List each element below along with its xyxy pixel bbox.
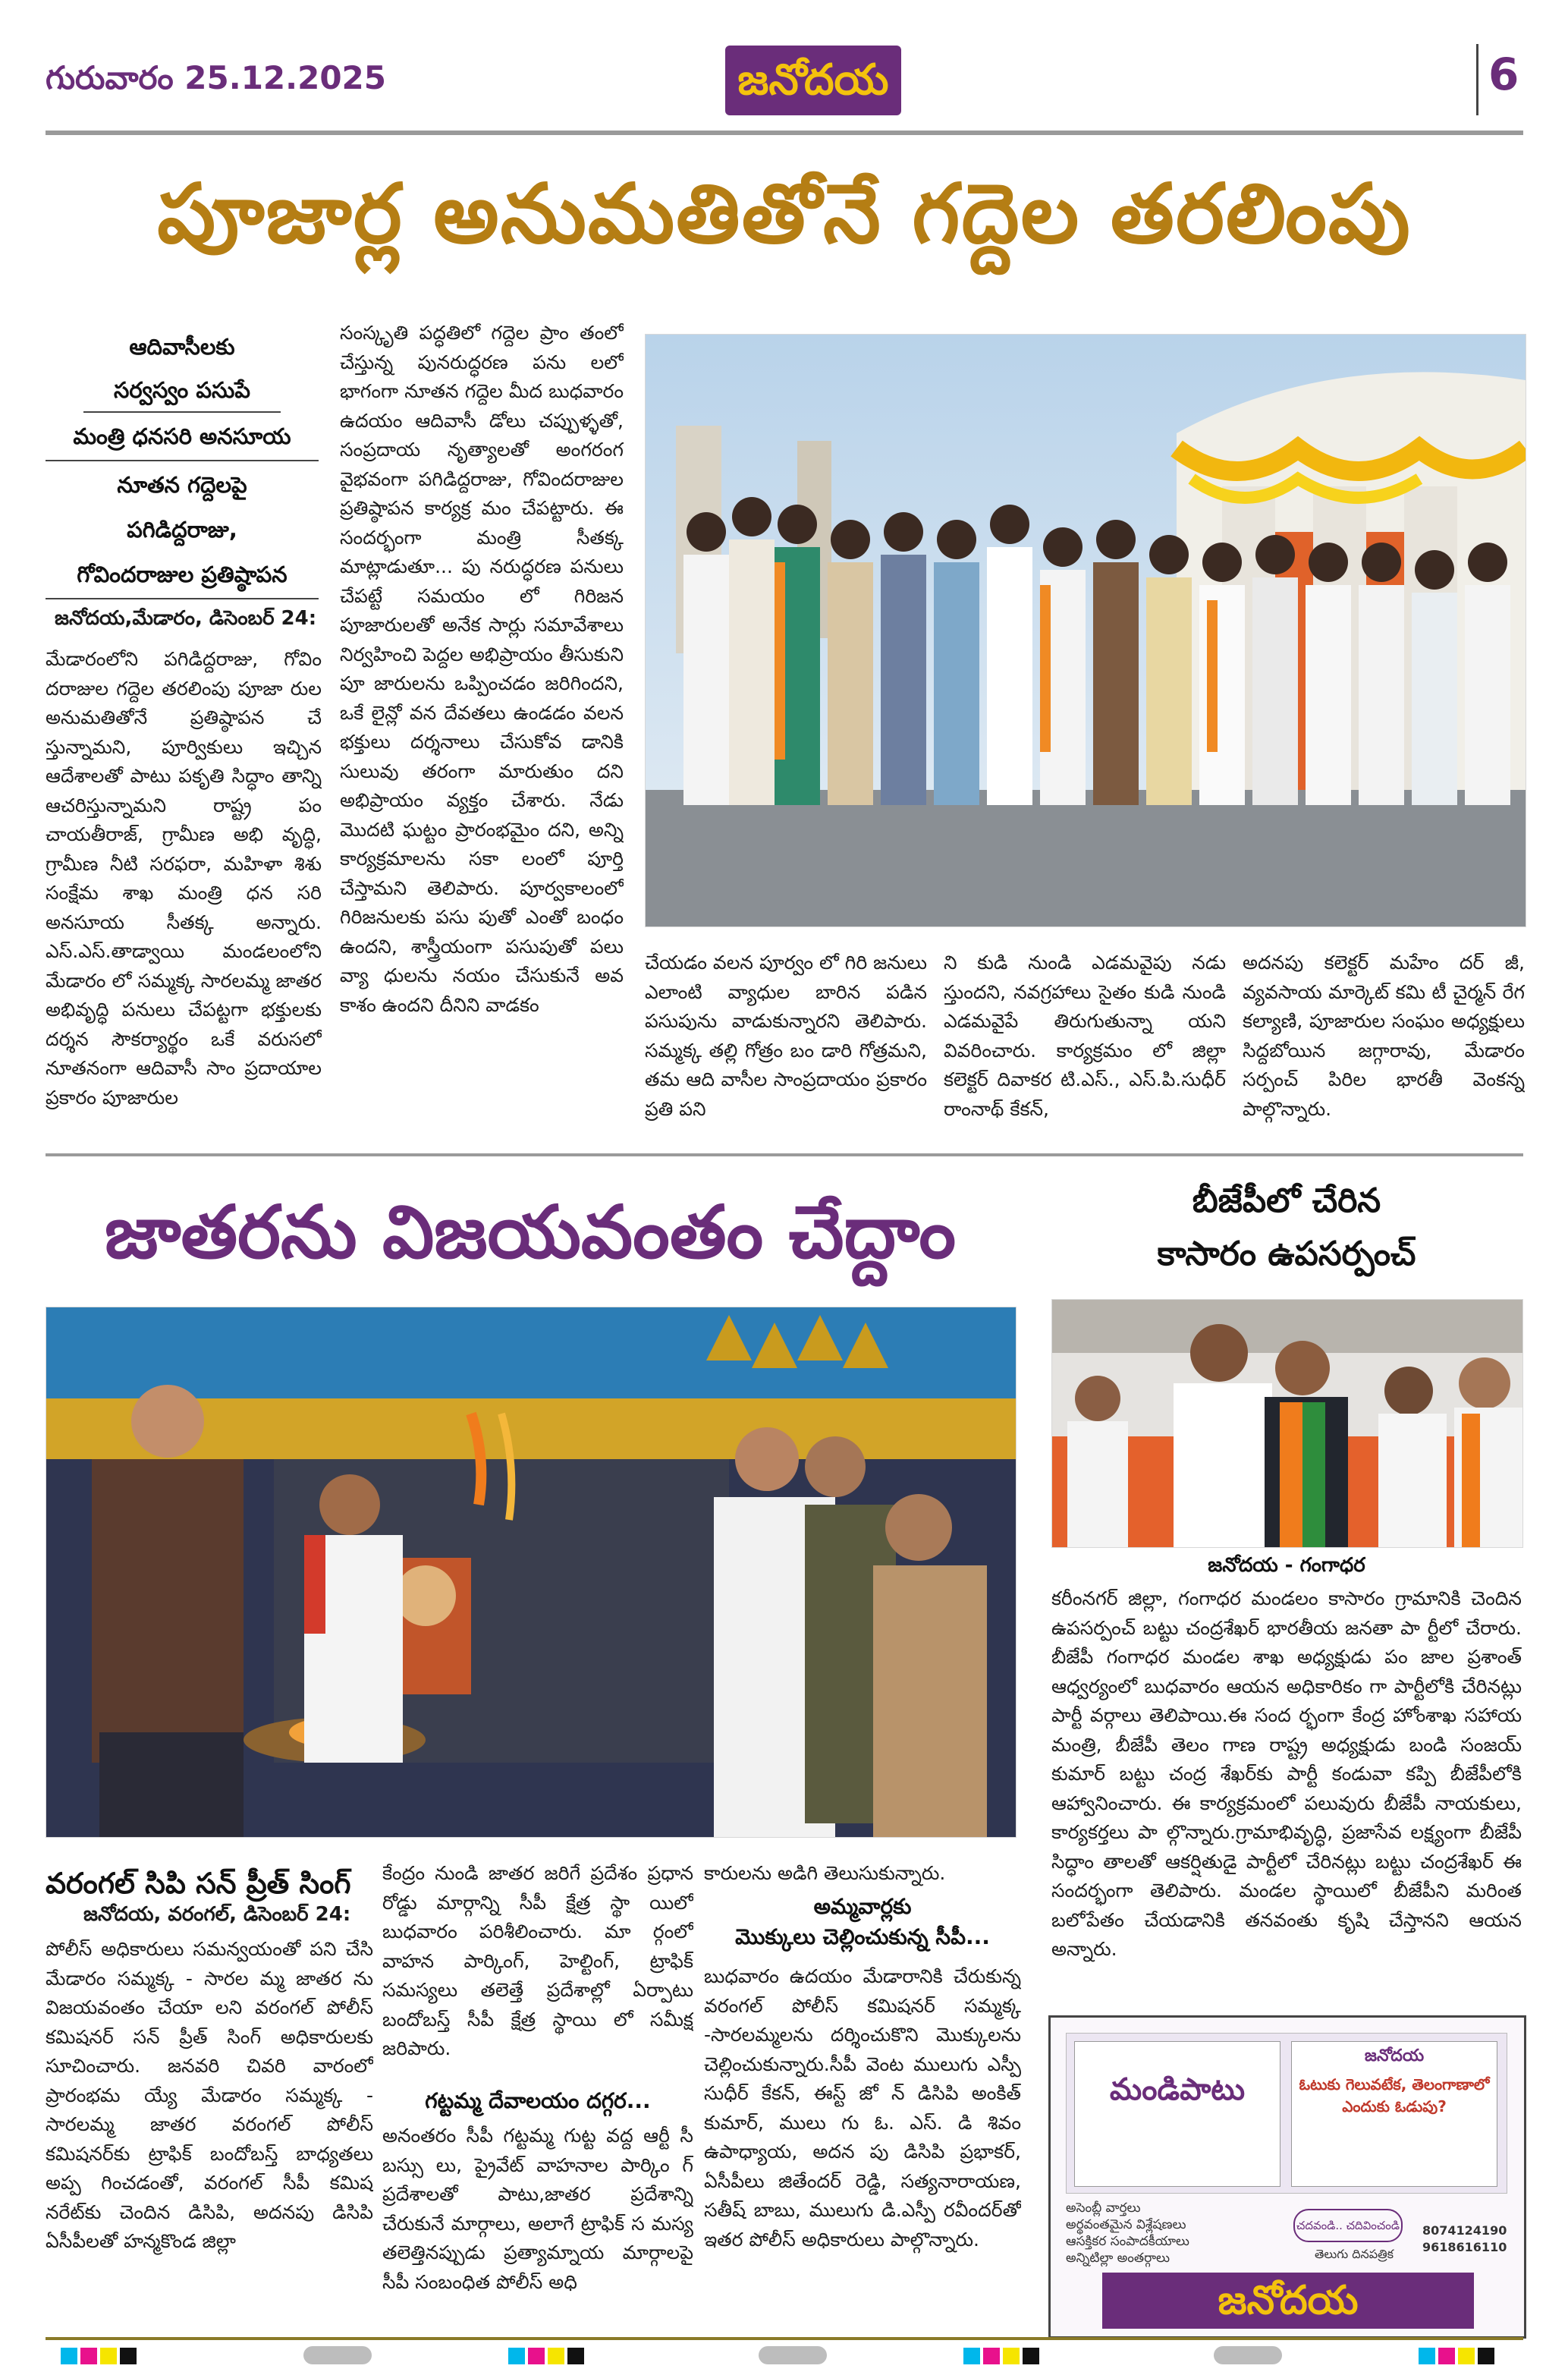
temple-ceremony-illustration (646, 335, 1526, 926)
ad-phones (1422, 2222, 1506, 2256)
ad-paper-1-title: మండిపాటు (1109, 2072, 1246, 2107)
story1-headline: పూజార్ల అనుమతితోనే గద్దెల తరలింపు (157, 167, 1412, 262)
header-rule (46, 131, 1523, 135)
story1-column-5: అదనపు కలెక్టర్ మహేం దర్ జీ, వ్యవసాయ మార్కెట్ కమి టీ చైర్మన్ రేగ కల్యాణి, పూజారుల సంఘం అధ్యక్షులు సిద్దబోయిన జగ్గారావు, మేడారం సర్పంచ్ పిరిల భారతీ వెంకన్న పాల్గొన్నారు. (1243, 952, 1525, 1120)
story1-column-1: మేడారంలోని పగిడిద్దరాజు, గోవిం దరాజుల గద్దెల తరలింపు పూజా రుల అనుమతితోనే ప్రతిష్ఠాపన చే స్తున్నామని, పూర్వికులు ఇచ్చిన ఆదేశాలతో పాటు పకృతి సిద్ధాం తాన్ని ఆచరిస్తున్నామని రాష్ట్ర పం చాయతీరాజ్, గ్రామీణ అభి వృద్ధి, గ్రామీణ నీటి సరఫరా, మహిళా శిశు సంక్షేమ శాఖ మంత్రి ధన సరి అనసూయ సీతక్క అన్నారు. ఎస్.ఎస్.తాడ్వాయి మండలంలోని మేడారం లో సమ్మక్క సారలమ్మ జాతర అభివృద్ధి పనులు చేపట్టగా భక్తులకు దర్శన సౌకర్యార్థం ఒకే వరుసలో నూతనంగా ఆదివాసీ సాం ప్రదాయాల ప్రకారం పూజారుల (46, 648, 322, 1109)
ad-logo: జనోదయ (1102, 2273, 1474, 2329)
ad-features (1066, 2200, 1506, 2266)
ad-newspaper-panel (1066, 2033, 1507, 2194)
header-divider (1476, 44, 1478, 115)
story3-photo (1051, 1299, 1523, 1548)
ad-phone-2: 9618616110 (1422, 2240, 1507, 2254)
story1-column-3: చేయడం వలన పూర్వం లో గిరి జనులు ఎలాంటి వ్యాధుల బారిన పడిన పసుపును వాడుకున్నారని తెలిపారు. సమ్మక్క తల్లి గోత్రం బం డారి గోత్రమని, తమ ఆది వాసీల సాంప్రదాయం ప్రకారం ప్రతి పని (645, 952, 927, 1120)
masthead-logo: జనోదయ (725, 46, 901, 115)
print-mark-pill-2 (759, 2346, 827, 2364)
story1-column-2: సంస్కృతి పద్ధతిలో గద్దెల ప్రాం తంలో చేస్తున్న పునరుద్ధరణ పను లలో భాగంగా నూతన గద్దెల మీద బుధవారం ఉదయం ఆదివాసీ డోలు చప్పుళ్ళతో, సంప్రదాయ నృత్యాలతో అంగరంగ వైభవంగా పగిడిద్దరాజు, గోవిందరాజుల ప్రతిష్ఠాపన కార్యక్ర మం చేపట్టారు. ఈ సందర్భంగా మంత్రి సీతక్క మాట్లాడుతూ... పు నరుద్ధరణ పనులు చేపట్టే సమయం లో గిరిజన పూజారులతో అనేక సార్లు సమావేశాలు నిర్వహించి పెద్దల అభిప్రాయం తీసుకుని పూ జారులను ఒప్పించడం జరిగిందని, ఒకే లైన్లో వన దేవతలు ఉండడం వలన భక్తులు దర్శనాలు చేసుకోవ డానికి సులువు తరంగా మారుతుం దని అభిప్రాయం వ్యక్తం చేశారు. నేడు మొదటి ఘట్టం ప్రారంభమైం దని, అన్ని కార్యక్రమాలను సకా లంలో పూర్తి చేస్తామని తెలిపారు. పూర్వకాలంలో గిరిజనులకు పసు పుతో ఎంతో బంధం ఉందని, శాస్త్రీయంగా పసుపుతో పలు వ్యా ధులను నయం చేసుకునే అవ కాశం ఉందని దీనిని వాడకం (340, 322, 624, 1016)
issue-date: గురువారం 25.12.2025 (46, 59, 386, 96)
story2-column-1: పోలీస్ అధికారులు సమన్వయంతో పని చేసి మేడారం సమ్మక్క - సారల మ్మ జాతర ను విజయవంతం చేయా లని వరంగల్ పోలీస్ కమిషనర్ సన్ ప్రీత్ సింగ్ అధికారులకు సూచించారు. జనవరి చివరి వారంలో ప్రారంభమ య్యే మేడారం సమ్మక్క - సారలమ్మ జాతర వరంగల్ పోలీస్ కమిషనర్‌కు ట్రాఫిక్ బందోబస్త్ బాధ్యతలు అప్ప గించడంతో, వరంగల్ సీపీ కమిష నరేట్‌కు చెందిన డిసిపి, అదనపు డిసిపి ఏసీపీలతో హన్మకొండ జిల్లా (46, 1938, 373, 2252)
subhead-4: నూతన గద్దెలపై (117, 472, 247, 498)
subhead-3: మంత్రి ధనసరి అనసూయ (46, 413, 319, 461)
story2-column-3b: బుధవారం ఉదయం మేడారానికి చేరుకున్న వరంగల్ పోలీస్ కమిషనర్ సమ్మక్క -సారలమ్మలను దర్శించుకొని మొక్కులను చెల్లించుకున్నారు.సీపీ వెంట ములుగు ఎస్పీ సుధీర్ కేకన్, ఈస్ట్ జో న్ డిసిపి అంకిత్ కుమార్, ములు గు ఓ. ఎస్. డి శివం ఉపాధ్యాయ, అదన పు డిసిపి ప్రభాకర్, ఏసీపీలు జితేందర్ రెడ్డి, సత్యనారాయణ, సతీష్ బాబు, ములుగు డి.ఎస్పీ రవీందర్‌తో ఇతర పోలీస్ అధికారులు పాల్గొన్నారు. (704, 1965, 1021, 2251)
subhead-2: సర్వస్వం పసుపే (83, 369, 281, 413)
story3-headline-line2: కాసారం ఉపసర్పంచ్ (1157, 1235, 1416, 1273)
story3-headline-line1: బీజేపీలో చేరిన (1192, 1181, 1381, 1220)
story2-column-2b: అనంతరం సీపీ గట్టమ్మ గుట్ట వద్ద ఆర్టీ సీ బస్సు లు, ప్రైవేట్ వాహనాల పార్కిం గ్ ప్రదేశాలతో పాటు,జాతర ప్రదేశాన్ని చేరుకునే మార్గాలు, అలాగే ట్రాఫిక్ స మస్య తలెత్తినప్పుడు ప్రత్యామ్నాయ మార్గాలపై సీపీ సంబంధిత పోలీస్ అధి (382, 2125, 693, 2293)
section-divider (46, 1153, 1523, 1156)
story2-photo (46, 1307, 1017, 1838)
story3-headline (1051, 1175, 1522, 1281)
party-joining-illustration (1052, 1300, 1522, 1547)
print-registration-marks-2 (508, 2348, 587, 2364)
story1-photo (645, 334, 1526, 927)
ad-paper-2 (1291, 2041, 1497, 2187)
story2-column-3a: కారులను అడిగి తెలుసుకున్నారు. (704, 1862, 946, 1884)
subhead-6: గోవిందరాజుల ప్రతిష్ఠాపన (46, 551, 319, 599)
story2-col3-subhead-1: అమ్మవార్లకు (813, 1894, 912, 1919)
story2-headline: జాతరను విజయవంతం చేద్దాం (104, 1190, 957, 1275)
print-registration-marks-1 (61, 2348, 140, 2364)
print-mark-pill-3 (1214, 2346, 1282, 2364)
story1-subheads (46, 325, 319, 599)
footer-rule (46, 2337, 1523, 2340)
ad-paper-2-headline: ఓటుకు గెలువటేక, తెలంగాణాలో ఎందుకు ఓడుపు? (1299, 2075, 1490, 2115)
subhead-5: పగిడిద్దరాజు, (127, 517, 237, 543)
page-number: 6 (1488, 49, 1519, 100)
story2-dateline: జనోదయ, వరంగల్, డిసెంబర్ 24: (83, 1903, 351, 1926)
story2-col3-subhead-2: మొక్కులు చెల్లించుకున్న సీపీ... (735, 1924, 990, 1949)
ad-paper-2-masthead: జనోదయ (1364, 2046, 1425, 2065)
ad-phone-1: 8074124190 (1422, 2223, 1507, 2238)
subhead-1: ఆదివాసీలకు (129, 334, 235, 360)
story2-col2-subhead: గట్టమ్మ దేవాలయం దగ్గర... (425, 2088, 651, 2113)
ad-line-4: అన్నిటిల్లా అంతర్గాలు (1066, 2251, 1170, 2266)
story3-body: కరీంనగర్ జిల్లా, గంగాధర మండలం కాసారం గ్రామానికి చెందిన ఉపసర్పంచ్ బట్టు చంద్రశేఖర్ భారతీయ జనతా పా ర్టీలో చేరారు. బీజేపీ గంగాధర మండల శాఖ అధ్యక్షుడు పం జాల ప్రశాంత్ ఆధ్వర్యంలో బుధవారం ఆయన అధికారికం గా పార్టీలోకి చేరినట్లు పార్టీ వర్గాలు తెలిపాయి.ఈ సంద ర్భంగా కేంద్ర హోంశాఖ సహాయ మంత్రి, బీజేపీ తెలం గాణ రాష్ట్ర అధ్యక్షుడు బండి సంజయ్ కుమార్ బట్టు చంద్ర శేఖర్‌కు పార్టీ కండువా కప్పి బీజేపీలోకి ఆహ్వానించారు. ఈ కార్యక్రమంలో పలువురు బీజేపీ నాయకులు, కార్యకర్తలు పా ల్గొన్నారు.గ్రామాభివృద్ధి, ప్రజాసేవ లక్ష్యంగా బీజేపీ సిద్ధాం తాలతో ఆకర్షితుడై పార్టీలో చేరినట్లు బట్టు చంద్రశేఖర్ ఈ సందర్భంగా తెలిపారు. మండల స్థాయిలో బీజేపీని మరింత బలోపేతం చేయడానికి తనవంతు కృషి చేస్తానని ఆయన అన్నారు. (1051, 1587, 1522, 1960)
self-promo-advertisement (1048, 2015, 1526, 2339)
story3-caption: జనోదయ - గంగాధర (1208, 1554, 1365, 1577)
story2-side-head: వరంగల్ సిపి సన్ ప్రీత్ సింగ్ (46, 1867, 351, 1900)
print-mark-pill-1 (303, 2346, 372, 2364)
ad-line-2: అర్థవంతమైన విశ్లేషణలు (1066, 2217, 1186, 2232)
ad-line-3: ఆసక్తికర సంపాదకీయాలు (1066, 2234, 1189, 2249)
shrine-visit-illustration (46, 1307, 1016, 1837)
print-registration-marks-3 (963, 2348, 1042, 2364)
ad-line-1: అసెంబ్లీ వార్తలు (1066, 2200, 1141, 2216)
story2-column-2a: కేంద్రం నుండి జాతర జరిగే ప్రదేశం ప్రధాన రోడ్డు మార్గాన్ని సీపీ క్షేత్ర స్థా యిలో బుధవారం పరిశీలించారు. మా ర్గంలో వాహన పార్కింగ్, హెల్టింగ్, ట్రాఫిక్ సమస్యలు తలెత్తే ప్రదేశాల్లో ఏర్పాటు బందోబస్త్ సీపీ క్షేత్ర స్థాయి లో సమీక్ష జరిపారు. (382, 1862, 693, 2059)
ad-tagline: తెలుగు దినపత్రిక (1314, 2247, 1394, 2261)
story1-column-4: ని కుడి నుండి ఎడమవైపు నడు స్తుందని, నవగ్రహాలు సైతం కుడి నుండి ఎడమవైపే తిరుగుతున్నా యని వివరించారు. కార్యక్రమం లో జిల్లా కలెక్టర్ దివాకర టి.ఎస్., ఎస్.పి.సుధీర్ రాంనాథ్ కేకన్, (944, 952, 1226, 1120)
story1-dateline: జనోదయ,మేడారం, డిసెంబర్ 24: (55, 607, 317, 630)
print-registration-marks-4 (1419, 2348, 1497, 2364)
ad-paper-1 (1074, 2041, 1280, 2187)
ad-call-to-action: చదవండి.. చదివించండి (1293, 2209, 1403, 2242)
